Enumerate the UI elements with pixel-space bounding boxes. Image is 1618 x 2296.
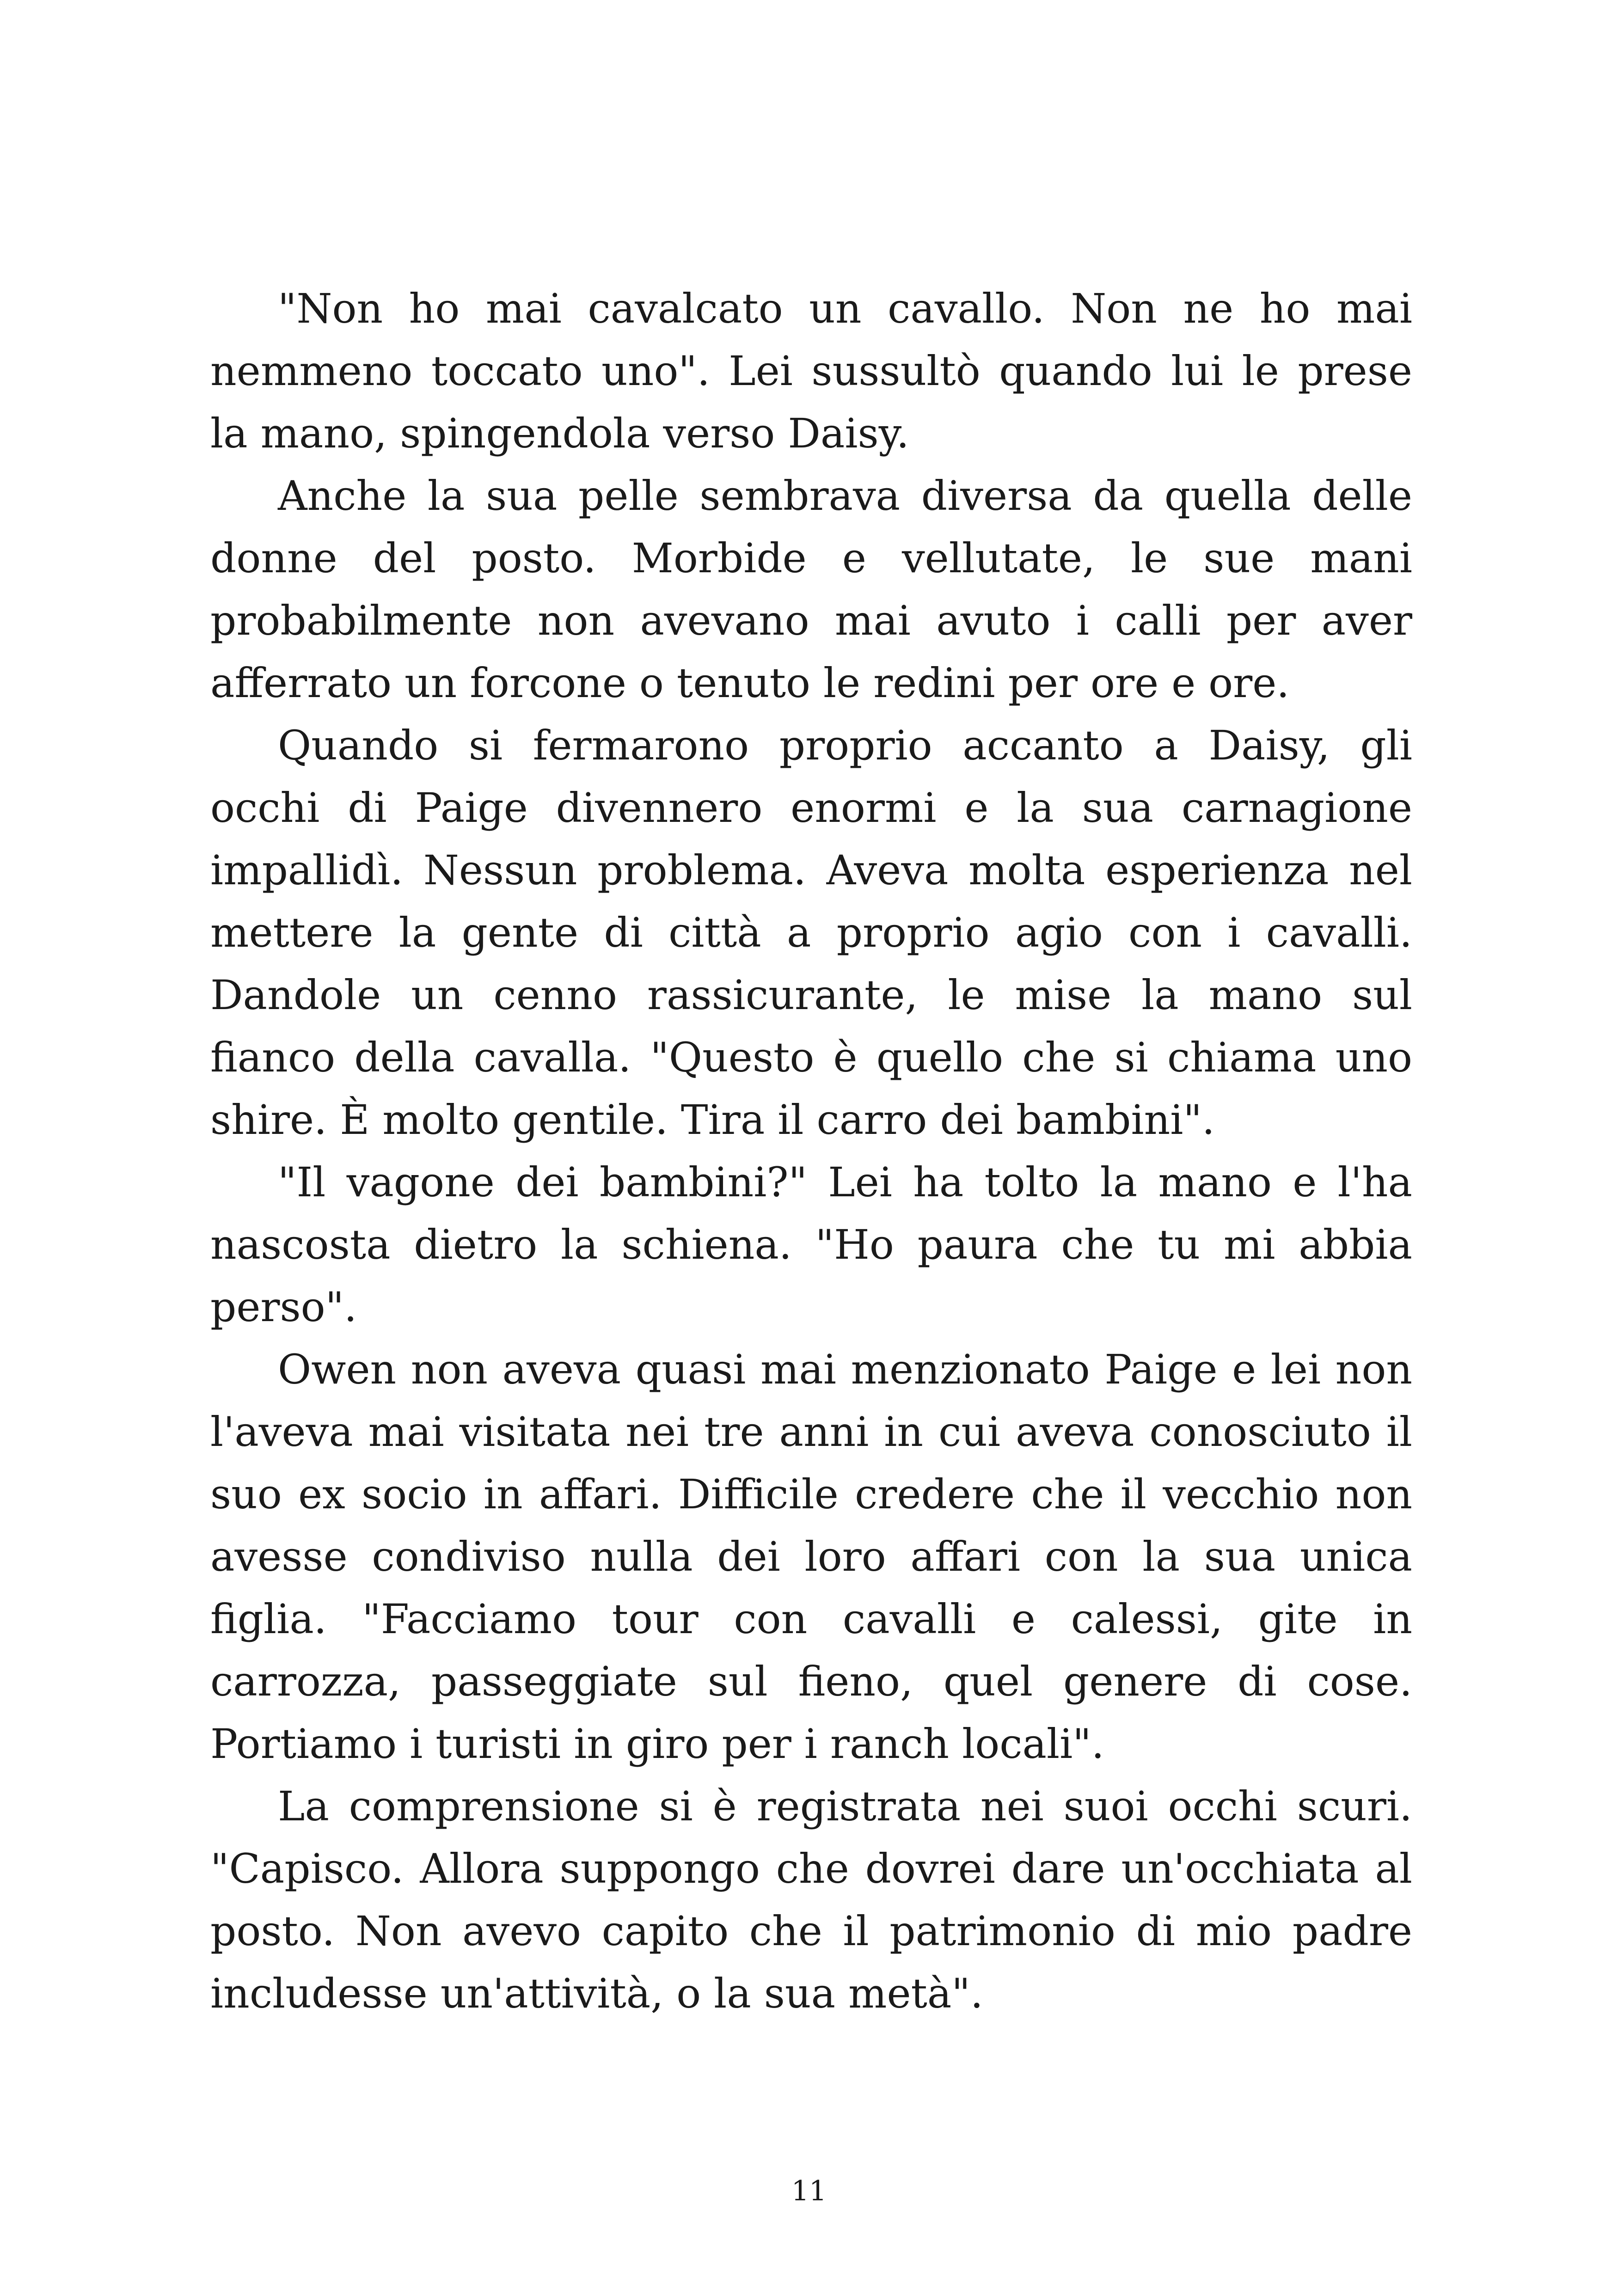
paragraph: Anche la sua pelle sembrava diversa da quella delle donne del posto. Morbide e vellutate, le sue mani probabilmente non avevano mai avuto i calli per aver afferrato un forcone o tenuto le redini per ore e ore. (210, 472, 1412, 707)
paragraph: La comprensione si è registrata nei suoi occhi scuri. "Capisco. Allora suppongo che dovrei dare un'occhiata al posto. Non avevo capito che il patrimonio di mio padre includesse un'attività, o la sua metà". (210, 1782, 1412, 2017)
page-number: 11 (791, 2175, 827, 2207)
paragraph: Quando si fermarono proprio accanto a Daisy, gli occhi di Paige divennero enormi e la sua carnagione impallidì. Nessun problema. Aveva molta esperienza nel mettere la gente di città a proprio agio con i cavalli. Dandole un cenno rassicurante, le mise la mano sul fianco della cavalla. "Questo è quello che si chiama uno shire. È molto gentile. Tira il carro dei bambini". (210, 722, 1412, 1144)
paragraph: "Non ho mai cavalcato un cavallo. Non ne ho mai nemmeno toccato uno". Lei sussultò quando lui le prese la mano, spingendola verso Daisy. (210, 285, 1412, 457)
paragraph: "Il vagone dei bambini?" Lei ha tolto la mano e l'ha nascosta dietro la schiena. "Ho paura che tu mi abbia perso". (210, 1158, 1412, 1331)
body-text (210, 277, 1412, 2025)
paragraph: Owen non aveva quasi mai menzionato Paige e lei non l'aveva mai visitata nei tre anni in cui aveva conosciuto il suo ex socio in affari. Difficile credere che il vecchio non avesse condiviso nulla dei loro affari con la sua unica figlia. "Facciamo tour con cavalli e calessi, gite in carrozza, passeggiate sul fieno, quel genere di cose. Portiamo i turisti in giro per i ranch locali". (210, 1346, 1412, 1768)
